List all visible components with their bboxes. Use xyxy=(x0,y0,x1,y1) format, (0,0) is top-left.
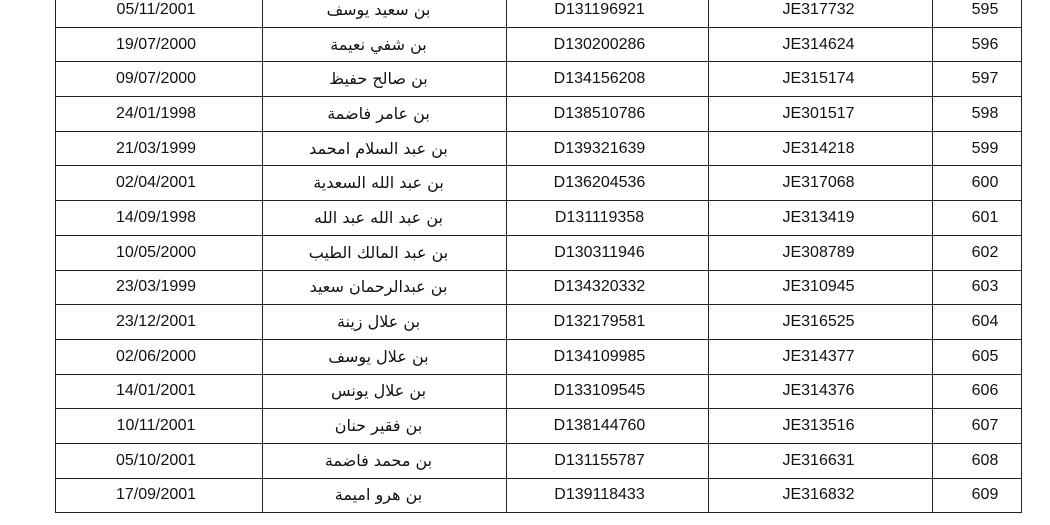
full-name-cell xyxy=(263,409,507,444)
id-card-number-cell xyxy=(507,97,709,132)
registration-code-text: JE314377 xyxy=(782,347,855,365)
registration-code-text: JE314218 xyxy=(782,139,855,157)
full-name-text: بن علال يوسف xyxy=(328,346,429,366)
registration-code-text: JE301517 xyxy=(782,104,855,122)
row-number-text: 601 xyxy=(971,208,999,226)
row-number-text: 597 xyxy=(971,70,999,88)
birth-date-text: 09/07/2000 xyxy=(115,70,197,88)
full-name-text: بن عامر فاضمة xyxy=(327,103,430,123)
birth-date-cell xyxy=(56,131,263,166)
registration-code-cell xyxy=(709,478,933,513)
row-number-cell xyxy=(933,131,1022,166)
id-card-number-text: D131119358 xyxy=(554,208,645,226)
registration-code-cell xyxy=(709,62,933,97)
registration-code-text: JE317732 xyxy=(782,0,855,18)
registration-code-cell xyxy=(709,27,933,62)
id-card-number-text: D131155787 xyxy=(554,451,645,469)
full-name-text: بن سعيد يوسف xyxy=(326,0,431,19)
birth-date-cell xyxy=(56,409,263,444)
full-name-text: بن عبد الله عبد الله xyxy=(314,207,443,227)
birth-date-cell xyxy=(56,62,263,97)
birth-date-text: 23/12/2001 xyxy=(115,313,197,331)
table-row xyxy=(56,339,1022,374)
id-card-number-text: D138510786 xyxy=(553,104,646,122)
full-name-text: بن عبد الله السعدية xyxy=(313,173,444,193)
table-row xyxy=(56,201,1022,236)
registration-code-text: JE316832 xyxy=(782,486,855,504)
birth-date-cell xyxy=(56,443,263,478)
row-number-cell xyxy=(933,201,1022,236)
id-card-number-text: D131196921 xyxy=(554,0,645,18)
table-row xyxy=(56,478,1022,513)
full-name-text: بن هرو اميمة xyxy=(334,485,423,505)
table-row xyxy=(56,27,1022,62)
full-name-cell xyxy=(263,97,507,132)
table-row xyxy=(56,374,1022,409)
full-name-text: بن محمد فاضمة xyxy=(324,450,433,470)
registration-code-text: JE314376 xyxy=(782,382,855,400)
id-card-number-cell xyxy=(507,0,709,27)
birth-date-cell xyxy=(56,166,263,201)
table-row xyxy=(56,305,1022,340)
full-name-cell xyxy=(263,62,507,97)
id-card-number-cell xyxy=(507,409,709,444)
birth-date-text: 17/09/2001 xyxy=(115,486,197,504)
registration-code-text: JE315174 xyxy=(782,70,855,88)
row-number-text: 603 xyxy=(971,278,999,296)
full-name-text: بن عبد المالك الطيب xyxy=(308,242,449,262)
id-card-number-text: D134156208 xyxy=(553,70,646,88)
registration-code-text: JE313419 xyxy=(782,208,855,226)
registration-code-text: JE310945 xyxy=(782,278,855,296)
registration-code-cell xyxy=(709,409,933,444)
birth-date-cell xyxy=(56,201,263,236)
id-card-number-cell xyxy=(507,131,709,166)
registration-code-text: JE317068 xyxy=(782,174,855,192)
row-number-cell xyxy=(933,478,1022,513)
row-number-text: 606 xyxy=(971,382,999,400)
row-number-text: 595 xyxy=(971,0,999,18)
full-name-cell xyxy=(263,0,507,27)
id-card-number-cell xyxy=(507,374,709,409)
row-number-cell xyxy=(933,62,1022,97)
birth-date-text: 05/10/2001 xyxy=(115,451,197,469)
full-name-text: بن صالح حفيظ xyxy=(329,69,428,89)
row-number-cell xyxy=(933,339,1022,374)
id-card-number-text: D139321639 xyxy=(553,139,646,157)
id-card-number-cell xyxy=(507,235,709,270)
id-card-number-text: D132179581 xyxy=(553,313,646,331)
full-name-cell xyxy=(263,166,507,201)
registration-code-text: JE313516 xyxy=(782,417,855,435)
birth-date-text: 10/11/2001 xyxy=(116,417,196,435)
table-row xyxy=(56,97,1022,132)
birth-date-cell xyxy=(56,235,263,270)
id-card-number-text: D134109985 xyxy=(553,347,646,365)
table-row xyxy=(56,270,1022,305)
full-name-cell xyxy=(263,27,507,62)
registration-code-cell xyxy=(709,305,933,340)
birth-date-cell xyxy=(56,270,263,305)
full-name-cell xyxy=(263,235,507,270)
table-row xyxy=(56,409,1022,444)
row-number-cell xyxy=(933,374,1022,409)
id-card-number-cell xyxy=(507,305,709,340)
birth-date-text: 14/01/2001 xyxy=(115,382,197,400)
full-name-cell xyxy=(263,305,507,340)
full-name-text: بن شفي نعيمة xyxy=(330,34,427,54)
records-table xyxy=(55,0,1022,513)
row-number-text: 599 xyxy=(971,139,999,157)
full-name-text: بن علال زينة xyxy=(336,312,421,332)
full-name-cell xyxy=(263,201,507,236)
row-number-cell xyxy=(933,0,1022,27)
full-name-text: بن عبدالرحمان سعيد xyxy=(309,277,448,297)
id-card-number-cell xyxy=(507,201,709,236)
full-name-text: بن فقير حنان xyxy=(334,416,423,436)
registration-code-cell xyxy=(709,0,933,27)
id-card-number-text: D138144760 xyxy=(553,417,646,435)
id-card-number-text: D139118433 xyxy=(554,486,645,504)
birth-date-text: 10/05/2000 xyxy=(115,243,197,261)
registration-code-text: JE314624 xyxy=(782,35,855,53)
id-card-number-text: D130200286 xyxy=(553,35,646,53)
table-row xyxy=(56,62,1022,97)
full-name-text: بن علال يونس xyxy=(330,381,427,401)
row-number-text: 607 xyxy=(971,417,999,435)
birth-date-cell xyxy=(56,374,263,409)
row-number-cell xyxy=(933,166,1022,201)
registration-code-text: JE316631 xyxy=(782,451,855,469)
registration-code-cell xyxy=(709,339,933,374)
registration-code-cell xyxy=(709,131,933,166)
row-number-cell xyxy=(933,270,1022,305)
row-number-text: 604 xyxy=(971,313,999,331)
birth-date-text: 02/06/2000 xyxy=(115,347,197,365)
row-number-text: 609 xyxy=(971,486,999,504)
full-name-cell xyxy=(263,131,507,166)
birth-date-text: 24/01/1998 xyxy=(115,104,197,122)
id-card-number-cell xyxy=(507,166,709,201)
birth-date-cell xyxy=(56,339,263,374)
id-card-number-text: D134320332 xyxy=(553,278,646,296)
row-number-cell xyxy=(933,97,1022,132)
registration-code-cell xyxy=(709,270,933,305)
birth-date-cell xyxy=(56,97,263,132)
registration-code-cell xyxy=(709,201,933,236)
row-number-cell xyxy=(933,305,1022,340)
id-card-number-cell xyxy=(507,443,709,478)
table-row xyxy=(56,443,1022,478)
registration-code-cell xyxy=(709,166,933,201)
id-card-number-cell xyxy=(507,62,709,97)
id-card-number-cell xyxy=(507,478,709,513)
table-row xyxy=(56,131,1022,166)
id-card-number-cell xyxy=(507,270,709,305)
registration-code-text: JE308789 xyxy=(782,243,855,261)
birth-date-cell xyxy=(56,305,263,340)
birth-date-text: 21/03/1999 xyxy=(115,139,197,157)
birth-date-text: 14/09/1998 xyxy=(115,208,197,226)
full-name-cell xyxy=(263,270,507,305)
row-number-cell xyxy=(933,27,1022,62)
full-name-cell xyxy=(263,443,507,478)
full-name-cell xyxy=(263,339,507,374)
id-card-number-cell xyxy=(507,339,709,374)
birth-date-cell xyxy=(56,27,263,62)
full-name-text: بن عبد السلام امحمد xyxy=(309,138,448,158)
row-number-text: 605 xyxy=(971,347,999,365)
row-number-text: 602 xyxy=(971,243,999,261)
row-number-cell xyxy=(933,409,1022,444)
table-row xyxy=(56,235,1022,270)
registration-code-cell xyxy=(709,374,933,409)
id-card-number-text: D130311946 xyxy=(554,243,645,261)
id-card-number-text: D133109545 xyxy=(553,382,646,400)
table-row xyxy=(56,0,1022,27)
full-name-cell xyxy=(263,478,507,513)
full-name-cell xyxy=(263,374,507,409)
row-number-text: 596 xyxy=(971,35,999,53)
id-card-number-text: D136204536 xyxy=(553,174,646,192)
registration-code-text: JE316525 xyxy=(782,313,855,331)
registration-code-cell xyxy=(709,235,933,270)
birth-date-text: 05/11/2001 xyxy=(116,0,196,18)
row-number-cell xyxy=(933,235,1022,270)
row-number-text: 598 xyxy=(971,104,999,122)
birth-date-text: 23/03/1999 xyxy=(115,278,197,296)
records-table-body xyxy=(56,0,1022,513)
row-number-cell xyxy=(933,443,1022,478)
birth-date-text: 02/04/2001 xyxy=(115,174,197,192)
row-number-text: 600 xyxy=(971,174,999,192)
birth-date-cell xyxy=(56,0,263,27)
row-number-text: 608 xyxy=(971,451,999,469)
birth-date-text: 19/07/2000 xyxy=(115,35,197,53)
id-card-number-cell xyxy=(507,27,709,62)
registration-code-cell xyxy=(709,97,933,132)
birth-date-cell xyxy=(56,478,263,513)
table-row xyxy=(56,166,1022,201)
registration-code-cell xyxy=(709,443,933,478)
